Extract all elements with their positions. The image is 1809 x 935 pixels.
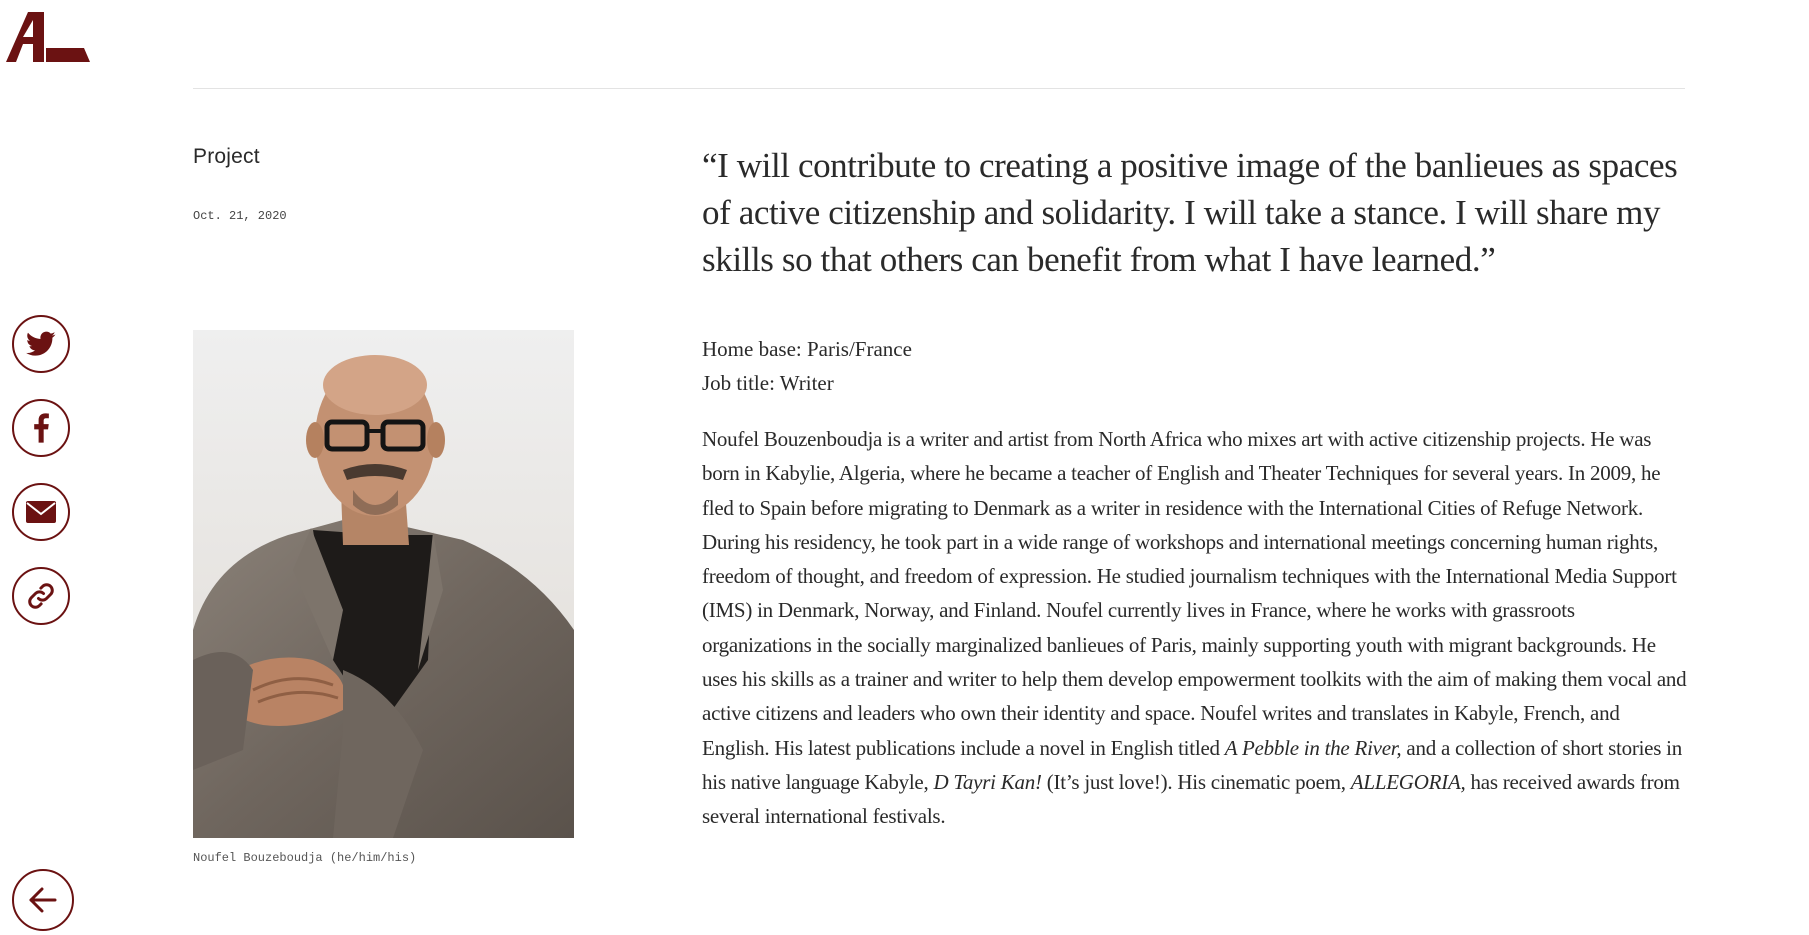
story-collection-title: D Tayri Kan! <box>933 769 1042 794</box>
site-logo-icon[interactable] <box>6 12 90 62</box>
bio-text-2: and a collection of short stories in his native language Kabyle, <box>702 735 1683 794</box>
facebook-share-button[interactable] <box>12 399 70 457</box>
link-icon <box>26 581 56 611</box>
photo-caption: Noufel Bouzeboudja (he/him/his) <box>193 851 417 865</box>
facebook-icon <box>33 413 49 443</box>
home-base: Home base: Paris/France <box>702 337 912 361</box>
twitter-icon <box>26 331 56 357</box>
bio-paragraph <box>702 422 1687 834</box>
arrow-left-icon <box>27 886 59 914</box>
envelope-icon <box>26 501 56 523</box>
profile-meta <box>702 332 912 400</box>
bio-text-3: (It’s just love!). His cinematic poem, <box>1041 769 1351 794</box>
email-share-button[interactable] <box>12 483 70 541</box>
header-divider <box>193 88 1685 89</box>
author-portrait <box>193 330 574 838</box>
novel-title: A Pebble in the River, <box>1224 735 1402 760</box>
bio-text-1: Noufel Bouzenboudja is a writer and artist from North Africa who mixes art with active citizenship projects. He was born in Kabylie, Algeria, where he became a teacher of English and Theater Techniques for several years. In 2009, he fled to Spain before migrating to Denmark as a writer in residence with the International Cities of Refuge Network. During his residency, he took part in a wide range of workshops and international meetings concerning human rights, freedom of thought, and freedom of expression. He studied journalism techniques with the International Media Support (IMS) in Denmark, Norway, and Finland. Noufel currently lives in France, where he works with grassroots organizations in the socially marginalized banlieues of Paris, mainly supporting youth with migrant backgrounds. He uses his skills as a trainer and writer to help them develop empowerment toolkits with the aim of making them vocal and active citizens and leaders who own their identity and space. Noufel writes and translates in Kabyle, French, and English. His latest publications include a novel in English titled <box>702 427 1687 760</box>
job-title: Job title: Writer <box>702 371 834 395</box>
section-label[interactable]: Project <box>193 145 260 168</box>
back-button[interactable] <box>12 869 74 931</box>
bio-text-4: has received awards from several international festivals. <box>702 769 1680 829</box>
copy-link-button[interactable] <box>12 567 70 625</box>
pull-quote: “I will contribute to creating a positive image of the banlieues as spaces of active citizenship and solidarity. I will take a stance. I will share my skills so that others can benefit from what I have learned.” <box>702 146 1678 279</box>
publish-date: Oct. 21, 2020 <box>193 209 287 223</box>
film-title: ALLEGORIA, <box>1350 769 1466 794</box>
portrait-illustration <box>193 330 574 838</box>
twitter-share-button[interactable] <box>12 315 70 373</box>
